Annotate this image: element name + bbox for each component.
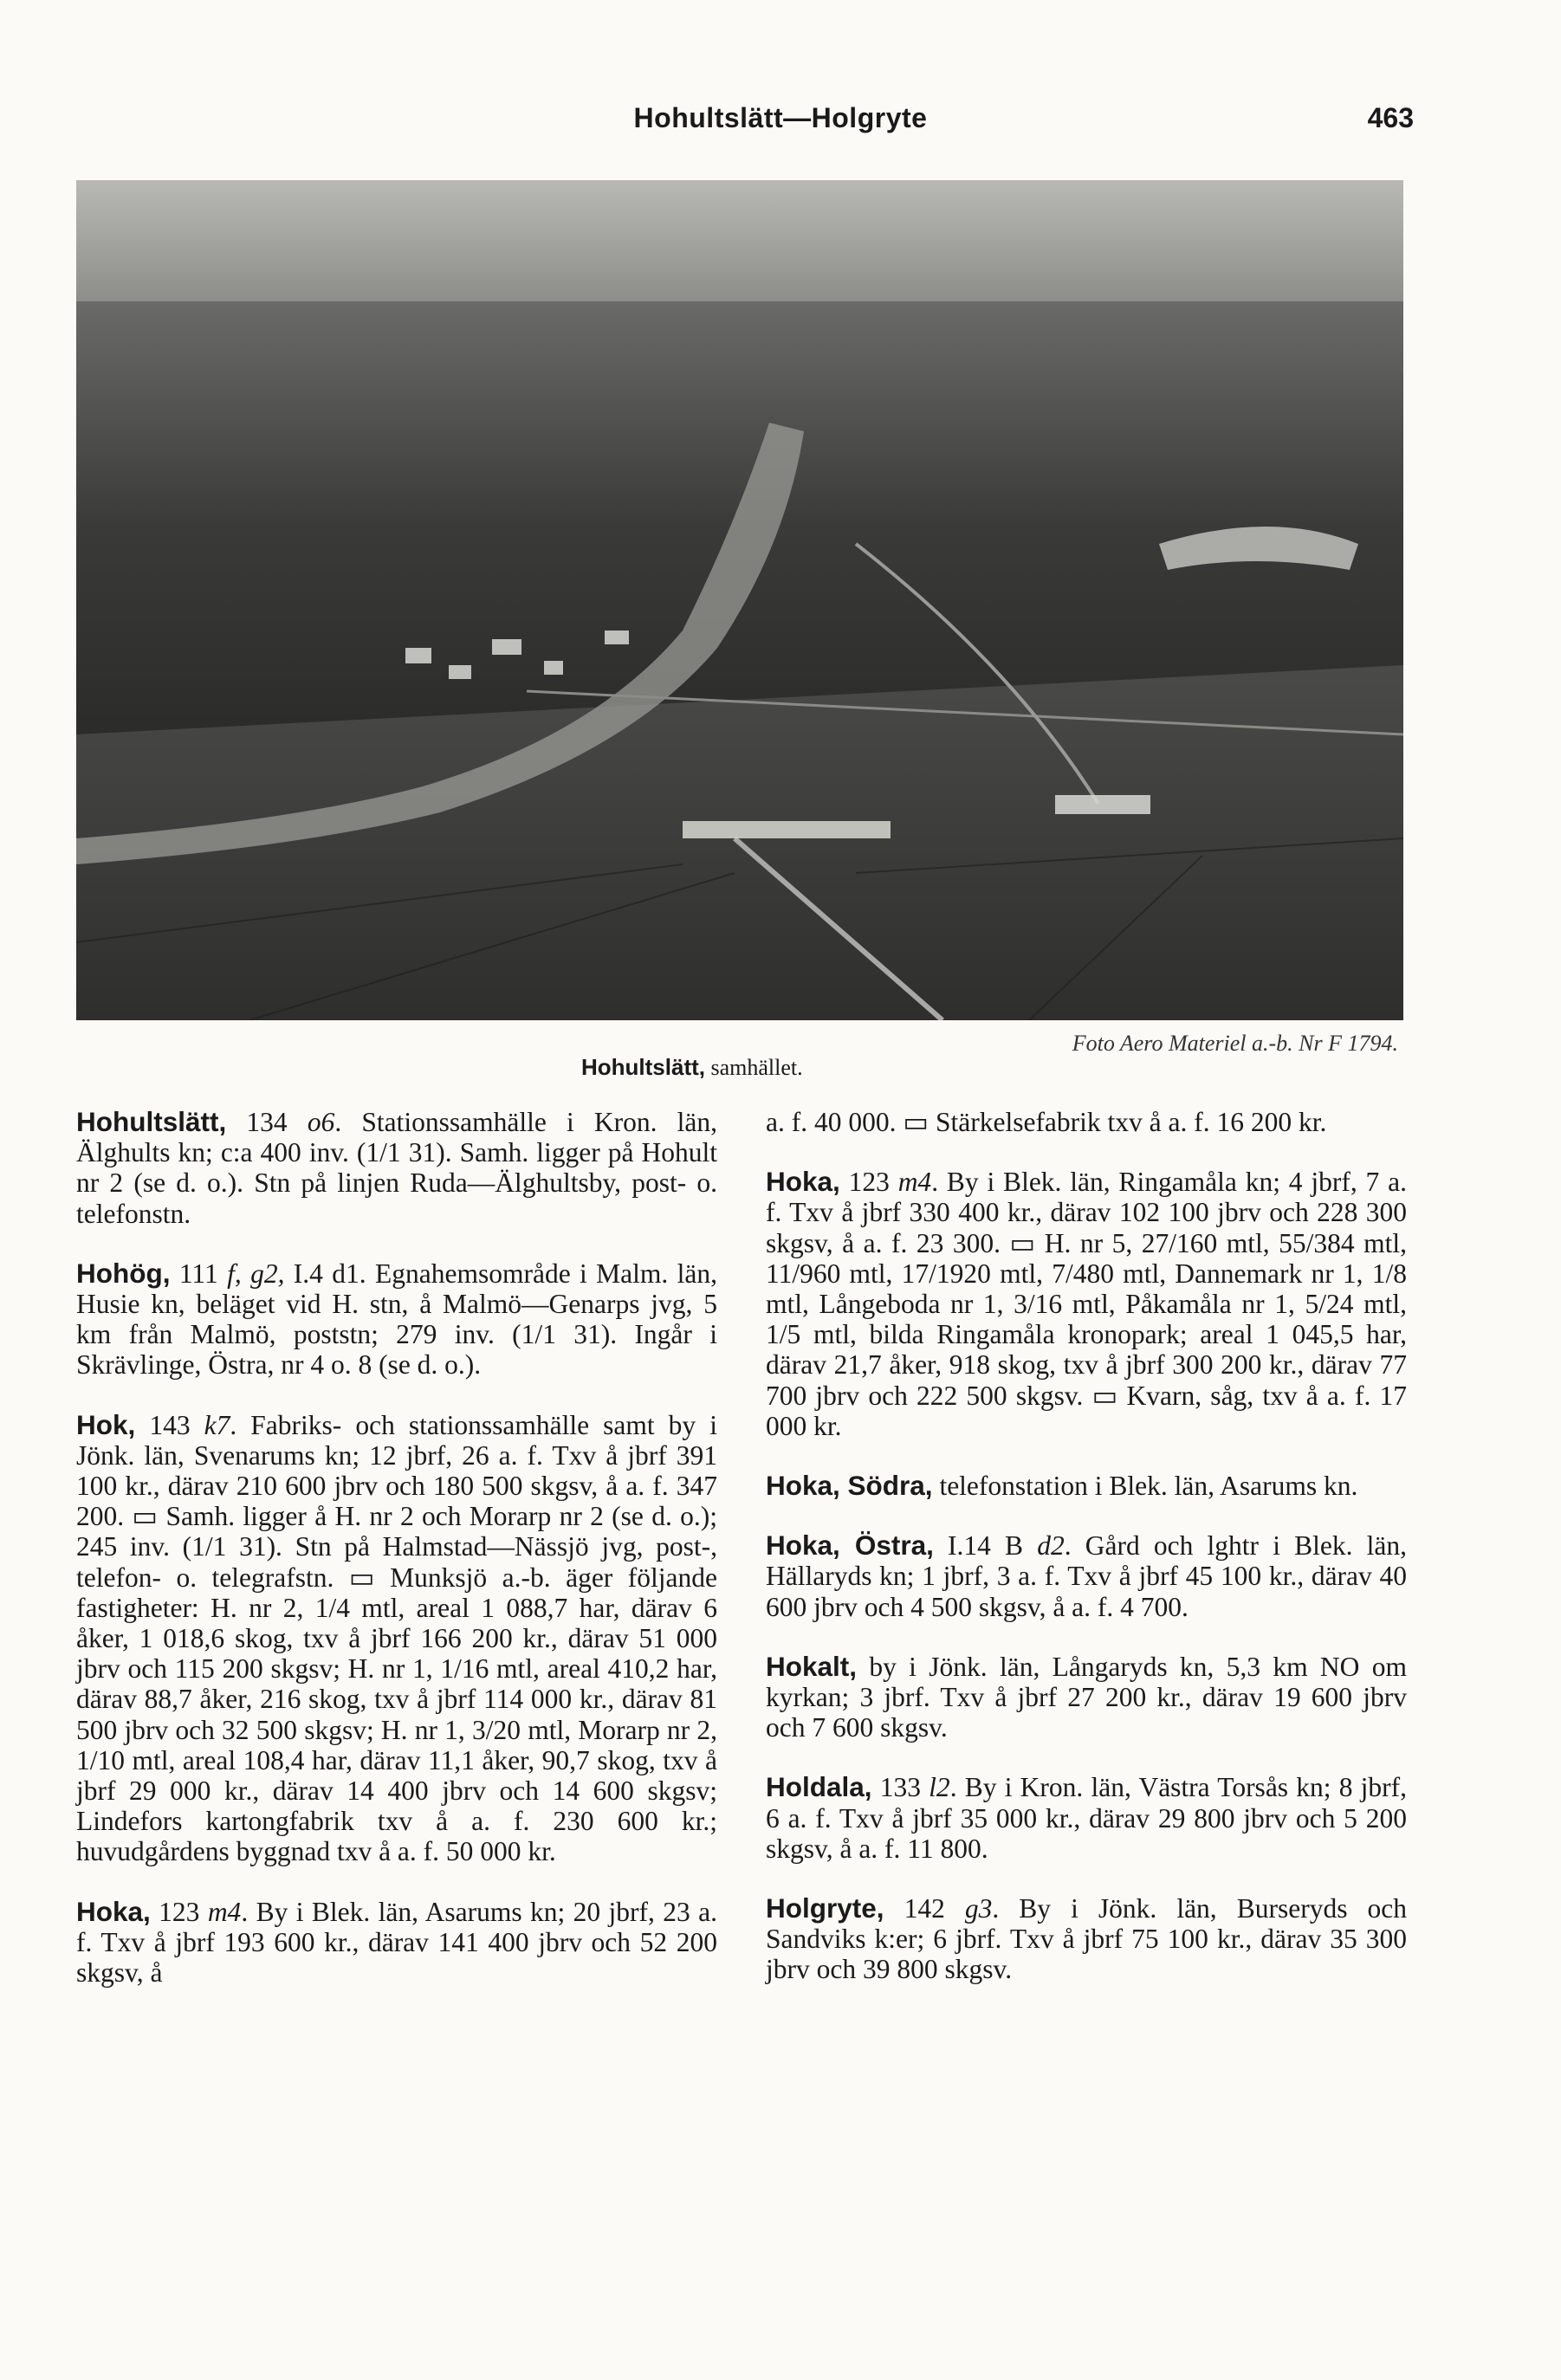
entry-text: . Stationssamhälle i Kron. län, Älghults kn; c:a 400 inv. (1/1 31). Samh. ligger på Hohult nr 2 (se d. o.). Stn på linjen Ruda—Älghultsby, post- o. telefonstn. — [76, 1107, 717, 1229]
entry-term: Hokalt, — [766, 1650, 858, 1682]
entry-hoka-sodra — [766, 1471, 1407, 1501]
entry-code: m4 — [207, 1896, 242, 1927]
entry-pre: I.14 B — [933, 1530, 1038, 1562]
entry-hohultslatt — [76, 1107, 717, 1229]
entry-text: . Gård och lghtr i Blek. län, Hällaryds kn; 1 jbrf, 3 a. f. Txv å jbrf 45 100 kr., därav 40 600 jbrv och 4 500 skgsv, å a. f. 4 700. — [766, 1530, 1408, 1622]
entry-term: Hoka, — [76, 1895, 151, 1927]
entry-code: l2 — [929, 1772, 950, 1803]
entry-text: . Fabriks- och stationssamhälle samt by i Jönk. län, Svenarums kn; 12 jbrf, 26 a. f. Txv å jbrf 391 100 kr., därav 210 600 jbrv och 180 500 skgsv, å a. f. 347 200. ▭ Samh. ligger å H. nr 2 och Morarp nr 2 (se d. o.); 245 inv. (1/1 31). Stn på Halmstad—Nässjö jvg, post-, telefon- o. telegrafstn. ▭ Munksjö a.-b. äger följande fastigheter: H. nr 2, 1/4 mtl, areal 1 088,7 har, därav 6 åker, 1 018,6 skog, txv å jbrf 166 200 kr., därav 51 000 jbrv och 115 200 skgsv; H. nr 1, 1/16 mtl, areal 410,2 har, därav 88,7 åker, 216 skog, txv å jbrf 114 000 kr., därav 81 500 jbrv och 32 500 skgsv; H. nr 1, 3/20 mtl, Morarp nr 2, 1/10 mtl, areal 108,4 har, därav 11,1 åker, 90,7 skog, txv å jbrf 29 000 kr., därav 14 400 jbrv och 14 600 skgsv; Lindefors kartongfabrik txv å a. f. 230 600 kr.; huvudgårdens byggnad txv å a. f. 50 000 kr. — [76, 1409, 717, 1867]
page-number: 463 — [1367, 102, 1414, 133]
entry-text: . By i Blek. län, Asarums kn; 20 jbrf, 23 a. f. Txv å jbrf 193 600 kr., därav 141 400 jbrv och 52 200 skgsv, å — [76, 1896, 718, 1989]
entry-code: o6 — [307, 1107, 335, 1137]
entry-hoka-continued — [766, 1107, 1407, 1137]
photo-caption — [581, 1054, 803, 1081]
entry-pre: 123 — [839, 1167, 898, 1198]
right-text-column — [766, 1107, 1407, 2015]
entry-code: f, g2, — [227, 1258, 285, 1289]
entry-pre: 133 — [871, 1772, 929, 1803]
entry-hohog — [76, 1258, 717, 1381]
entry-term: Hoka, Södra, — [766, 1470, 933, 1502]
entry-pre: 111 — [170, 1258, 228, 1289]
entry-text: by i Jönk. län, Långaryds kn, 5,3 km NO om kyrkan; 3 jbrf. Txv å jbrf 27 200 kr., därav 19 600 jbrv och 7 600 skgsv. — [766, 1651, 1407, 1743]
entry-text: I.4 d1. Egnahemsområde i Malm. län, Husie kn, beläget vid H. stn, å Malmö—Genarps jvg, 5 km från Malmö, poststn; 279 inv. (1/1 31). Ingår i Skrävlinge, Östra, nr 4 o. 8 (se d. o.). — [76, 1258, 717, 1381]
entry-pre: 123 — [150, 1896, 208, 1927]
entry-holdala — [766, 1772, 1407, 1864]
entry-hoka-asarum — [76, 1897, 717, 1989]
photo-caption-title: Hohultslätt, — [581, 1054, 705, 1080]
entry-text: . By i Jönk. län, Burseryds och Sandviks k:er; 6 jbrf. Txv å jbrf 75 100 kr., därav 35 300 jbrv och 39 800 skgsv. — [766, 1893, 1407, 1985]
entry-term: Holgryte, — [766, 1892, 884, 1924]
entry-hok — [76, 1410, 717, 1867]
entry-term: Holdala, — [766, 1771, 872, 1803]
entry-text: . By i Kron. län, Västra Torsås kn; 8 jbrf, 6 a. f. Txv å jbrf 35 000 kr., därav 29 800 jbrv och 5 200 skgsv, å a. f. 11 800. — [766, 1772, 1407, 1864]
aerial-photo — [76, 180, 1403, 1020]
entry-term: Hoka, Östra, — [766, 1530, 934, 1562]
page-header-title: Hohultslätt—Holgryte — [633, 102, 928, 133]
entry-code: m4 — [897, 1167, 932, 1198]
entry-code: k7 — [204, 1409, 230, 1440]
left-text-column — [76, 1107, 717, 2017]
entry-code: d2 — [1037, 1530, 1065, 1562]
entry-hoka-ringamala — [766, 1167, 1407, 1441]
entry-term: Hohultslätt, — [76, 1106, 227, 1137]
entry-pre: 143 — [135, 1409, 204, 1440]
entry-holgryte — [766, 1893, 1407, 1985]
entry-hoka-ostra — [766, 1530, 1407, 1622]
entry-term: Hohög, — [76, 1257, 171, 1289]
entry-text: a. f. 40 000. ▭ Stärkelsefabrik txv å a. f. 16 200 kr. — [766, 1107, 1327, 1137]
entry-pre: 134 — [226, 1107, 308, 1137]
photo-credit: Foto Aero Materiel a.-b. Nr F 1794. — [1072, 1031, 1398, 1056]
entry-term: Hok, — [76, 1408, 136, 1440]
entry-text: telefonstation i Blek. län, Asarums kn. — [932, 1471, 1358, 1502]
entry-pre: 142 — [884, 1893, 965, 1924]
photo-caption-rest: samhället. — [705, 1055, 803, 1080]
entry-text: . By i Blek. län, Ringamåla kn; 4 jbrf, 7 a. f. Txv å jbrf 330 400 kr., därav 102 100 jbrv och 228 300 skgsv, å a. f. 23 300. ▭ H. nr 5, 27/160 mtl, 55/384 mtl, 11/960 mtl, 17/1920 mtl, 7/480 mtl, Dannemark nr 1, 1/8 mtl, Långeboda nr 1, 3/16 mtl, Påkamåla nr 1, 5/24 mtl, 1/5 mtl, bilda Ringamåla kronopark; areal 1 045,5 har, därav 21,7 åker, 918 skog, txv å jbrf 300 200 kr., därav 77 700 jbrv och 222 500 skgsv. ▭ Kvarn, såg, txv å a. f. 17 000 kr. — [766, 1167, 1407, 1441]
entry-term: Hoka, — [766, 1166, 840, 1198]
aerial-photo-drawing — [76, 180, 1403, 1020]
entry-hokalt — [766, 1652, 1407, 1743]
entry-code: g3 — [964, 1893, 993, 1924]
